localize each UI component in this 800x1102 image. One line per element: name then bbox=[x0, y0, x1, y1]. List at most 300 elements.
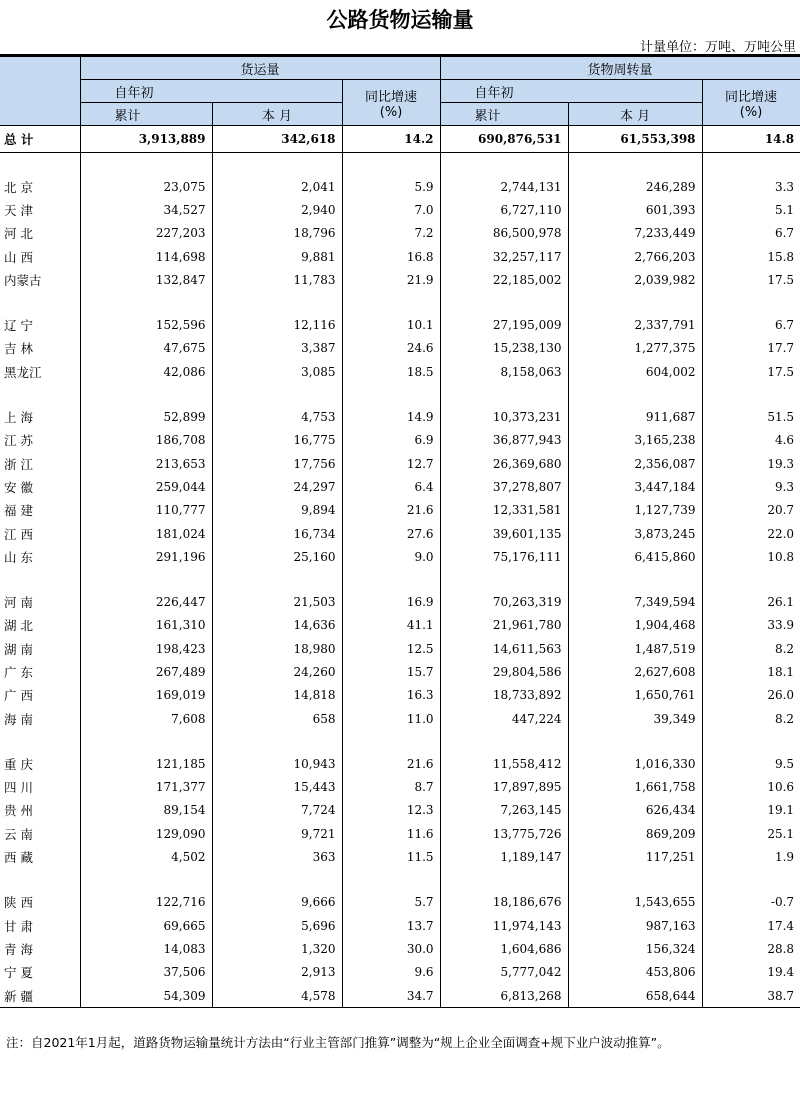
freight-yoy: 27.6 bbox=[342, 522, 440, 545]
region-name: 北 京 bbox=[4, 179, 33, 195]
freight-yoy: 5.9 bbox=[342, 175, 440, 198]
table-row bbox=[0, 707, 800, 730]
freight-month: 14,636 bbox=[212, 614, 342, 637]
region-name: 西 藏 bbox=[4, 850, 33, 866]
freight-month: 25,160 bbox=[212, 545, 342, 568]
spacer-cell bbox=[342, 869, 440, 891]
total-turnover-cumulative: 690,876,531 bbox=[440, 126, 568, 153]
turnover-yoy: 8.2 bbox=[702, 707, 800, 730]
spacer-cell bbox=[702, 869, 800, 891]
freight-cumulative: 37,506 bbox=[80, 961, 212, 984]
turnover-cumulative: 13,775,726 bbox=[440, 822, 568, 845]
table-row bbox=[0, 937, 800, 960]
freight-month: 363 bbox=[212, 845, 342, 868]
header-turnover: 货物周转量 bbox=[440, 57, 800, 80]
spacer-cell bbox=[0, 730, 80, 752]
turnover-month: 6,415,860 bbox=[568, 545, 702, 568]
freight-cumulative: 7,608 bbox=[80, 707, 212, 730]
turnover-cumulative: 37,278,807 bbox=[440, 475, 568, 498]
turnover-yoy: 6.7 bbox=[702, 222, 800, 245]
spacer-cell bbox=[80, 291, 212, 313]
freight-yoy: 16.8 bbox=[342, 245, 440, 268]
freight-cumulative: 23,075 bbox=[80, 175, 212, 198]
spacer-cell bbox=[212, 869, 342, 891]
freight-yoy: 24.6 bbox=[342, 337, 440, 360]
region-name: 陕 西 bbox=[4, 895, 33, 911]
freight-month: 14,818 bbox=[212, 684, 342, 707]
freight-month: 9,881 bbox=[212, 245, 342, 268]
turnover-month: 1,543,655 bbox=[568, 891, 702, 914]
spacer-cell bbox=[212, 291, 342, 313]
turnover-month: 453,806 bbox=[568, 961, 702, 984]
region-name: 河 南 bbox=[4, 595, 33, 611]
spacer-cell bbox=[702, 153, 800, 176]
freight-yoy: 14.9 bbox=[342, 405, 440, 428]
spacer-cell bbox=[702, 730, 800, 752]
turnover-yoy: 3.3 bbox=[702, 175, 800, 198]
spacer-cell bbox=[212, 730, 342, 752]
turnover-month: 156,324 bbox=[568, 937, 702, 960]
freight-month: 24,297 bbox=[212, 475, 342, 498]
freight-month: 4,753 bbox=[212, 405, 342, 428]
freight-yoy: 15.7 bbox=[342, 660, 440, 683]
freight-cumulative: 169,019 bbox=[80, 684, 212, 707]
region-name: 内蒙古 bbox=[4, 272, 42, 288]
header-freight-yoy-label: 同比增速 bbox=[365, 89, 418, 105]
turnover-yoy: 28.8 bbox=[702, 937, 800, 960]
turnover-cumulative: 14,611,563 bbox=[440, 637, 568, 660]
turnover-cumulative: 18,733,892 bbox=[440, 684, 568, 707]
group-spacer bbox=[0, 153, 800, 176]
spacer-cell bbox=[80, 869, 212, 891]
spacer-cell bbox=[568, 568, 702, 590]
table-row bbox=[0, 660, 800, 683]
turnover-yoy: 9.5 bbox=[702, 752, 800, 775]
turnover-month: 3,447,184 bbox=[568, 475, 702, 498]
spacer-cell bbox=[342, 568, 440, 590]
turnover-cumulative: 6,813,268 bbox=[440, 984, 568, 1008]
header-freight-yoy bbox=[342, 80, 440, 126]
freight-cumulative: 186,708 bbox=[80, 429, 212, 452]
spacer-cell bbox=[568, 730, 702, 752]
header-freight-cumulative: 累计 bbox=[80, 103, 212, 126]
table-row bbox=[0, 684, 800, 707]
freight-cumulative: 152,596 bbox=[80, 313, 212, 336]
freight-table bbox=[0, 56, 800, 1008]
group-spacer bbox=[0, 383, 800, 405]
turnover-yoy: 26.0 bbox=[702, 684, 800, 707]
region-name: 湖 北 bbox=[4, 618, 33, 634]
turnover-yoy: 5.1 bbox=[702, 198, 800, 221]
turnover-yoy: 25.1 bbox=[702, 822, 800, 845]
freight-cumulative: 42,086 bbox=[80, 360, 212, 383]
freight-yoy: 6.9 bbox=[342, 429, 440, 452]
spacer-cell bbox=[440, 153, 568, 176]
group-spacer bbox=[0, 730, 800, 752]
freight-cumulative: 47,675 bbox=[80, 337, 212, 360]
spacer-cell bbox=[568, 383, 702, 405]
turnover-cumulative: 22,185,002 bbox=[440, 268, 568, 291]
turnover-cumulative: 18,186,676 bbox=[440, 891, 568, 914]
header-turnover-yoy bbox=[702, 80, 800, 126]
region-name: 四 川 bbox=[4, 780, 33, 796]
turnover-cumulative: 75,176,111 bbox=[440, 545, 568, 568]
freight-yoy: 21.9 bbox=[342, 268, 440, 291]
spacer-cell bbox=[440, 869, 568, 891]
table-row bbox=[0, 313, 800, 336]
spacer-cell bbox=[702, 568, 800, 590]
region-name: 山 东 bbox=[4, 549, 33, 565]
freight-cumulative: 259,044 bbox=[80, 475, 212, 498]
freight-month: 18,796 bbox=[212, 222, 342, 245]
header-corner bbox=[0, 57, 80, 126]
freight-month: 12,116 bbox=[212, 313, 342, 336]
freight-cumulative: 132,847 bbox=[80, 268, 212, 291]
spacer-cell bbox=[440, 568, 568, 590]
spacer-cell bbox=[702, 383, 800, 405]
spacer-cell bbox=[80, 730, 212, 752]
turnover-month: 2,627,608 bbox=[568, 660, 702, 683]
turnover-month: 869,209 bbox=[568, 822, 702, 845]
region-name: 广 西 bbox=[4, 688, 33, 704]
freight-cumulative: 291,196 bbox=[80, 545, 212, 568]
turnover-cumulative: 29,804,586 bbox=[440, 660, 568, 683]
turnover-yoy: 19.1 bbox=[702, 799, 800, 822]
turnover-month: 1,277,375 bbox=[568, 337, 702, 360]
freight-yoy: 7.0 bbox=[342, 198, 440, 221]
freight-cumulative: 213,653 bbox=[80, 452, 212, 475]
freight-cumulative: 34,527 bbox=[80, 198, 212, 221]
region-name: 重 庆 bbox=[4, 756, 33, 772]
header-turnover-month: 本 月 bbox=[568, 103, 702, 126]
table-row bbox=[0, 961, 800, 984]
turnover-month: 1,127,739 bbox=[568, 499, 702, 522]
total-freight-cumulative: 3,913,889 bbox=[80, 126, 212, 153]
spacer-cell bbox=[80, 153, 212, 176]
header-turnover-yoy-pct: (%) bbox=[739, 104, 763, 120]
turnover-yoy: 17.5 bbox=[702, 268, 800, 291]
freight-yoy: 6.4 bbox=[342, 475, 440, 498]
turnover-month: 117,251 bbox=[568, 845, 702, 868]
freight-cumulative: 171,377 bbox=[80, 776, 212, 799]
table-row bbox=[0, 637, 800, 660]
table-row bbox=[0, 268, 800, 291]
turnover-cumulative: 27,195,009 bbox=[440, 313, 568, 336]
turnover-month: 7,233,449 bbox=[568, 222, 702, 245]
turnover-yoy: -0.7 bbox=[702, 891, 800, 914]
spacer-cell bbox=[212, 568, 342, 590]
region-name: 甘 肃 bbox=[4, 918, 33, 934]
region-name: 山 西 bbox=[4, 249, 33, 265]
turnover-yoy: 6.7 bbox=[702, 313, 800, 336]
header-freight-ytd: 自年初 bbox=[80, 80, 342, 103]
table-row bbox=[0, 799, 800, 822]
freight-month: 9,894 bbox=[212, 499, 342, 522]
table-row bbox=[0, 845, 800, 868]
turnover-yoy: 19.3 bbox=[702, 452, 800, 475]
turnover-cumulative: 2,744,131 bbox=[440, 175, 568, 198]
freight-month: 7,724 bbox=[212, 799, 342, 822]
turnover-month: 911,687 bbox=[568, 405, 702, 428]
turnover-yoy: 9.3 bbox=[702, 475, 800, 498]
turnover-month: 39,349 bbox=[568, 707, 702, 730]
table-row bbox=[0, 614, 800, 637]
region-name: 广 东 bbox=[4, 664, 33, 680]
freight-yoy: 21.6 bbox=[342, 499, 440, 522]
group-spacer bbox=[0, 568, 800, 590]
turnover-month: 658,644 bbox=[568, 984, 702, 1008]
footnote: 注：自2021年1月起，道路货物运输量统计方法由“行业主管部门推算”调整为“规上企业全面调查+规下业户波动推算”。 bbox=[6, 1035, 670, 1050]
spacer-cell bbox=[0, 383, 80, 405]
turnover-cumulative: 10,373,231 bbox=[440, 405, 568, 428]
total-turnover-yoy: 14.8 bbox=[702, 126, 800, 153]
freight-cumulative: 52,899 bbox=[80, 405, 212, 428]
turnover-cumulative: 11,974,143 bbox=[440, 914, 568, 937]
spacer-cell bbox=[0, 869, 80, 891]
region-name: 新 疆 bbox=[0, 984, 80, 1008]
table-row bbox=[0, 499, 800, 522]
turnover-month: 2,356,087 bbox=[568, 452, 702, 475]
turnover-cumulative: 32,257,117 bbox=[440, 245, 568, 268]
freight-month: 10,943 bbox=[212, 752, 342, 775]
freight-month: 658 bbox=[212, 707, 342, 730]
table-row bbox=[0, 984, 800, 1008]
turnover-yoy: 15.8 bbox=[702, 245, 800, 268]
table-row bbox=[0, 822, 800, 845]
turnover-yoy: 33.9 bbox=[702, 614, 800, 637]
turnover-month: 987,163 bbox=[568, 914, 702, 937]
freight-yoy: 5.7 bbox=[342, 891, 440, 914]
turnover-yoy: 17.5 bbox=[702, 360, 800, 383]
freight-cumulative: 122,716 bbox=[80, 891, 212, 914]
turnover-yoy: 10.8 bbox=[702, 545, 800, 568]
total-turnover-month: 61,553,398 bbox=[568, 126, 702, 153]
region-name: 江 西 bbox=[4, 526, 33, 542]
freight-month: 2,940 bbox=[212, 198, 342, 221]
region-name: 湖 南 bbox=[4, 641, 33, 657]
freight-month: 3,387 bbox=[212, 337, 342, 360]
freight-yoy: 12.5 bbox=[342, 637, 440, 660]
freight-yoy: 30.0 bbox=[342, 937, 440, 960]
page-title: 公路货物运输量 bbox=[326, 8, 474, 32]
freight-cumulative: 14,083 bbox=[80, 937, 212, 960]
turnover-month: 246,289 bbox=[568, 175, 702, 198]
spacer-cell bbox=[342, 383, 440, 405]
spacer-cell bbox=[568, 291, 702, 313]
spacer-cell bbox=[702, 291, 800, 313]
freight-yoy: 11.6 bbox=[342, 822, 440, 845]
freight-yoy: 11.5 bbox=[342, 845, 440, 868]
freight-cumulative: 226,447 bbox=[80, 590, 212, 613]
region-name: 贵 州 bbox=[4, 803, 33, 819]
freight-month: 17,756 bbox=[212, 452, 342, 475]
header-freight: 货运量 bbox=[80, 57, 440, 80]
freight-month: 11,783 bbox=[212, 268, 342, 291]
turnover-yoy: 10.6 bbox=[702, 776, 800, 799]
table-row bbox=[0, 245, 800, 268]
region-name: 海 南 bbox=[4, 711, 33, 727]
turnover-cumulative: 7,263,145 bbox=[440, 799, 568, 822]
freight-month: 3,085 bbox=[212, 360, 342, 383]
spacer-cell bbox=[342, 730, 440, 752]
spacer-cell bbox=[0, 568, 80, 590]
turnover-cumulative: 5,777,042 bbox=[440, 961, 568, 984]
freight-yoy: 21.6 bbox=[342, 752, 440, 775]
turnover-month: 1,661,758 bbox=[568, 776, 702, 799]
region-name: 黑龙江 bbox=[4, 364, 42, 380]
table-row bbox=[0, 429, 800, 452]
turnover-yoy: 1.9 bbox=[702, 845, 800, 868]
freight-month: 1,320 bbox=[212, 937, 342, 960]
freight-month: 5,696 bbox=[212, 914, 342, 937]
table-body bbox=[0, 126, 800, 1008]
region-name: 辽 宁 bbox=[4, 318, 33, 334]
turnover-yoy: 26.1 bbox=[702, 590, 800, 613]
freight-yoy: 12.3 bbox=[342, 799, 440, 822]
spacer-cell bbox=[0, 291, 80, 313]
freight-month: 16,775 bbox=[212, 429, 342, 452]
table-row bbox=[0, 198, 800, 221]
freight-yoy: 8.7 bbox=[342, 776, 440, 799]
turnover-yoy: 4.6 bbox=[702, 429, 800, 452]
total-freight-yoy: 14.2 bbox=[342, 126, 440, 153]
freight-yoy: 10.1 bbox=[342, 313, 440, 336]
header-freight-yoy-pct: (%) bbox=[379, 104, 403, 120]
spacer-cell bbox=[568, 153, 702, 176]
region-name: 福 建 bbox=[4, 503, 33, 519]
table-row bbox=[0, 175, 800, 198]
table-row bbox=[0, 545, 800, 568]
turnover-month: 3,165,238 bbox=[568, 429, 702, 452]
turnover-cumulative: 36,877,943 bbox=[440, 429, 568, 452]
turnover-month: 1,904,468 bbox=[568, 614, 702, 637]
table-row bbox=[0, 337, 800, 360]
region-name: 吉 林 bbox=[4, 341, 33, 357]
freight-cumulative: 54,309 bbox=[80, 984, 212, 1008]
turnover-month: 7,349,594 bbox=[568, 590, 702, 613]
freight-month: 18,980 bbox=[212, 637, 342, 660]
turnover-month: 2,337,791 bbox=[568, 313, 702, 336]
spacer-cell bbox=[80, 568, 212, 590]
freight-month: 2,913 bbox=[212, 961, 342, 984]
region-name: 浙 江 bbox=[4, 456, 33, 472]
turnover-cumulative: 15,238,130 bbox=[440, 337, 568, 360]
turnover-yoy: 51.5 bbox=[702, 405, 800, 428]
turnover-cumulative: 8,158,063 bbox=[440, 360, 568, 383]
freight-cumulative: 181,024 bbox=[80, 522, 212, 545]
turnover-cumulative: 447,224 bbox=[440, 707, 568, 730]
turnover-cumulative: 70,263,319 bbox=[440, 590, 568, 613]
region-name: 青 海 bbox=[4, 941, 33, 957]
freight-yoy: 9.0 bbox=[342, 545, 440, 568]
region-name: 云 南 bbox=[4, 826, 33, 842]
spacer-cell bbox=[440, 291, 568, 313]
freight-cumulative: 129,090 bbox=[80, 822, 212, 845]
freight-yoy: 34.7 bbox=[342, 984, 440, 1008]
header-turnover-ytd: 自年初 bbox=[440, 80, 702, 103]
table-row bbox=[0, 360, 800, 383]
turnover-month: 2,039,982 bbox=[568, 268, 702, 291]
freight-cumulative: 227,203 bbox=[80, 222, 212, 245]
freight-yoy: 7.2 bbox=[342, 222, 440, 245]
freight-month: 9,666 bbox=[212, 891, 342, 914]
freight-yoy: 11.0 bbox=[342, 707, 440, 730]
freight-month: 15,443 bbox=[212, 776, 342, 799]
turnover-cumulative: 39,601,135 bbox=[440, 522, 568, 545]
freight-yoy: 12.7 bbox=[342, 452, 440, 475]
header-turnover-cumulative: 累计 bbox=[440, 103, 568, 126]
spacer-cell bbox=[342, 291, 440, 313]
spacer-cell bbox=[80, 383, 212, 405]
turnover-yoy: 8.2 bbox=[702, 637, 800, 660]
turnover-month: 626,434 bbox=[568, 799, 702, 822]
freight-month: 16,734 bbox=[212, 522, 342, 545]
freight-month: 9,721 bbox=[212, 822, 342, 845]
freight-cumulative: 121,185 bbox=[80, 752, 212, 775]
turnover-yoy: 19.4 bbox=[702, 961, 800, 984]
region-name: 上 海 bbox=[4, 410, 33, 426]
freight-yoy: 9.6 bbox=[342, 961, 440, 984]
freight-cumulative: 89,154 bbox=[80, 799, 212, 822]
region-name: 宁 夏 bbox=[4, 965, 33, 981]
table-row bbox=[0, 891, 800, 914]
spacer-cell bbox=[568, 869, 702, 891]
freight-cumulative: 267,489 bbox=[80, 660, 212, 683]
turnover-month: 604,002 bbox=[568, 360, 702, 383]
spacer-cell bbox=[212, 153, 342, 176]
region-name: 安 徽 bbox=[4, 479, 33, 495]
turnover-cumulative: 1,604,686 bbox=[440, 937, 568, 960]
turnover-cumulative: 86,500,978 bbox=[440, 222, 568, 245]
freight-month: 24,260 bbox=[212, 660, 342, 683]
freight-month: 21,503 bbox=[212, 590, 342, 613]
table-row bbox=[0, 590, 800, 613]
turnover-cumulative: 21,961,780 bbox=[440, 614, 568, 637]
turnover-cumulative: 6,727,110 bbox=[440, 198, 568, 221]
turnover-cumulative: 12,331,581 bbox=[440, 499, 568, 522]
turnover-month: 3,873,245 bbox=[568, 522, 702, 545]
turnover-month: 1,650,761 bbox=[568, 684, 702, 707]
freight-cumulative: 110,777 bbox=[80, 499, 212, 522]
region-name: 河 北 bbox=[4, 226, 33, 242]
freight-cumulative: 4,502 bbox=[80, 845, 212, 868]
freight-cumulative: 161,310 bbox=[80, 614, 212, 637]
turnover-cumulative: 17,897,895 bbox=[440, 776, 568, 799]
freight-month: 2,041 bbox=[212, 175, 342, 198]
freight-cumulative: 198,423 bbox=[80, 637, 212, 660]
turnover-yoy: 17.7 bbox=[702, 337, 800, 360]
turnover-month: 2,766,203 bbox=[568, 245, 702, 268]
header-freight-month: 本 月 bbox=[212, 103, 342, 126]
spacer-cell bbox=[0, 153, 80, 176]
group-spacer bbox=[0, 291, 800, 313]
table-row bbox=[0, 475, 800, 498]
table-row bbox=[0, 522, 800, 545]
total-freight-month: 342,618 bbox=[212, 126, 342, 153]
table-row bbox=[0, 752, 800, 775]
freight-yoy: 18.5 bbox=[342, 360, 440, 383]
turnover-yoy: 18.1 bbox=[702, 660, 800, 683]
turnover-cumulative: 11,558,412 bbox=[440, 752, 568, 775]
freight-cumulative: 114,698 bbox=[80, 245, 212, 268]
spacer-cell bbox=[212, 383, 342, 405]
turnover-yoy: 22.0 bbox=[702, 522, 800, 545]
table-row bbox=[0, 776, 800, 799]
turnover-yoy: 17.4 bbox=[702, 914, 800, 937]
spacer-cell bbox=[440, 730, 568, 752]
region-name: 天 津 bbox=[4, 202, 33, 218]
region-name: 江 苏 bbox=[4, 433, 33, 449]
